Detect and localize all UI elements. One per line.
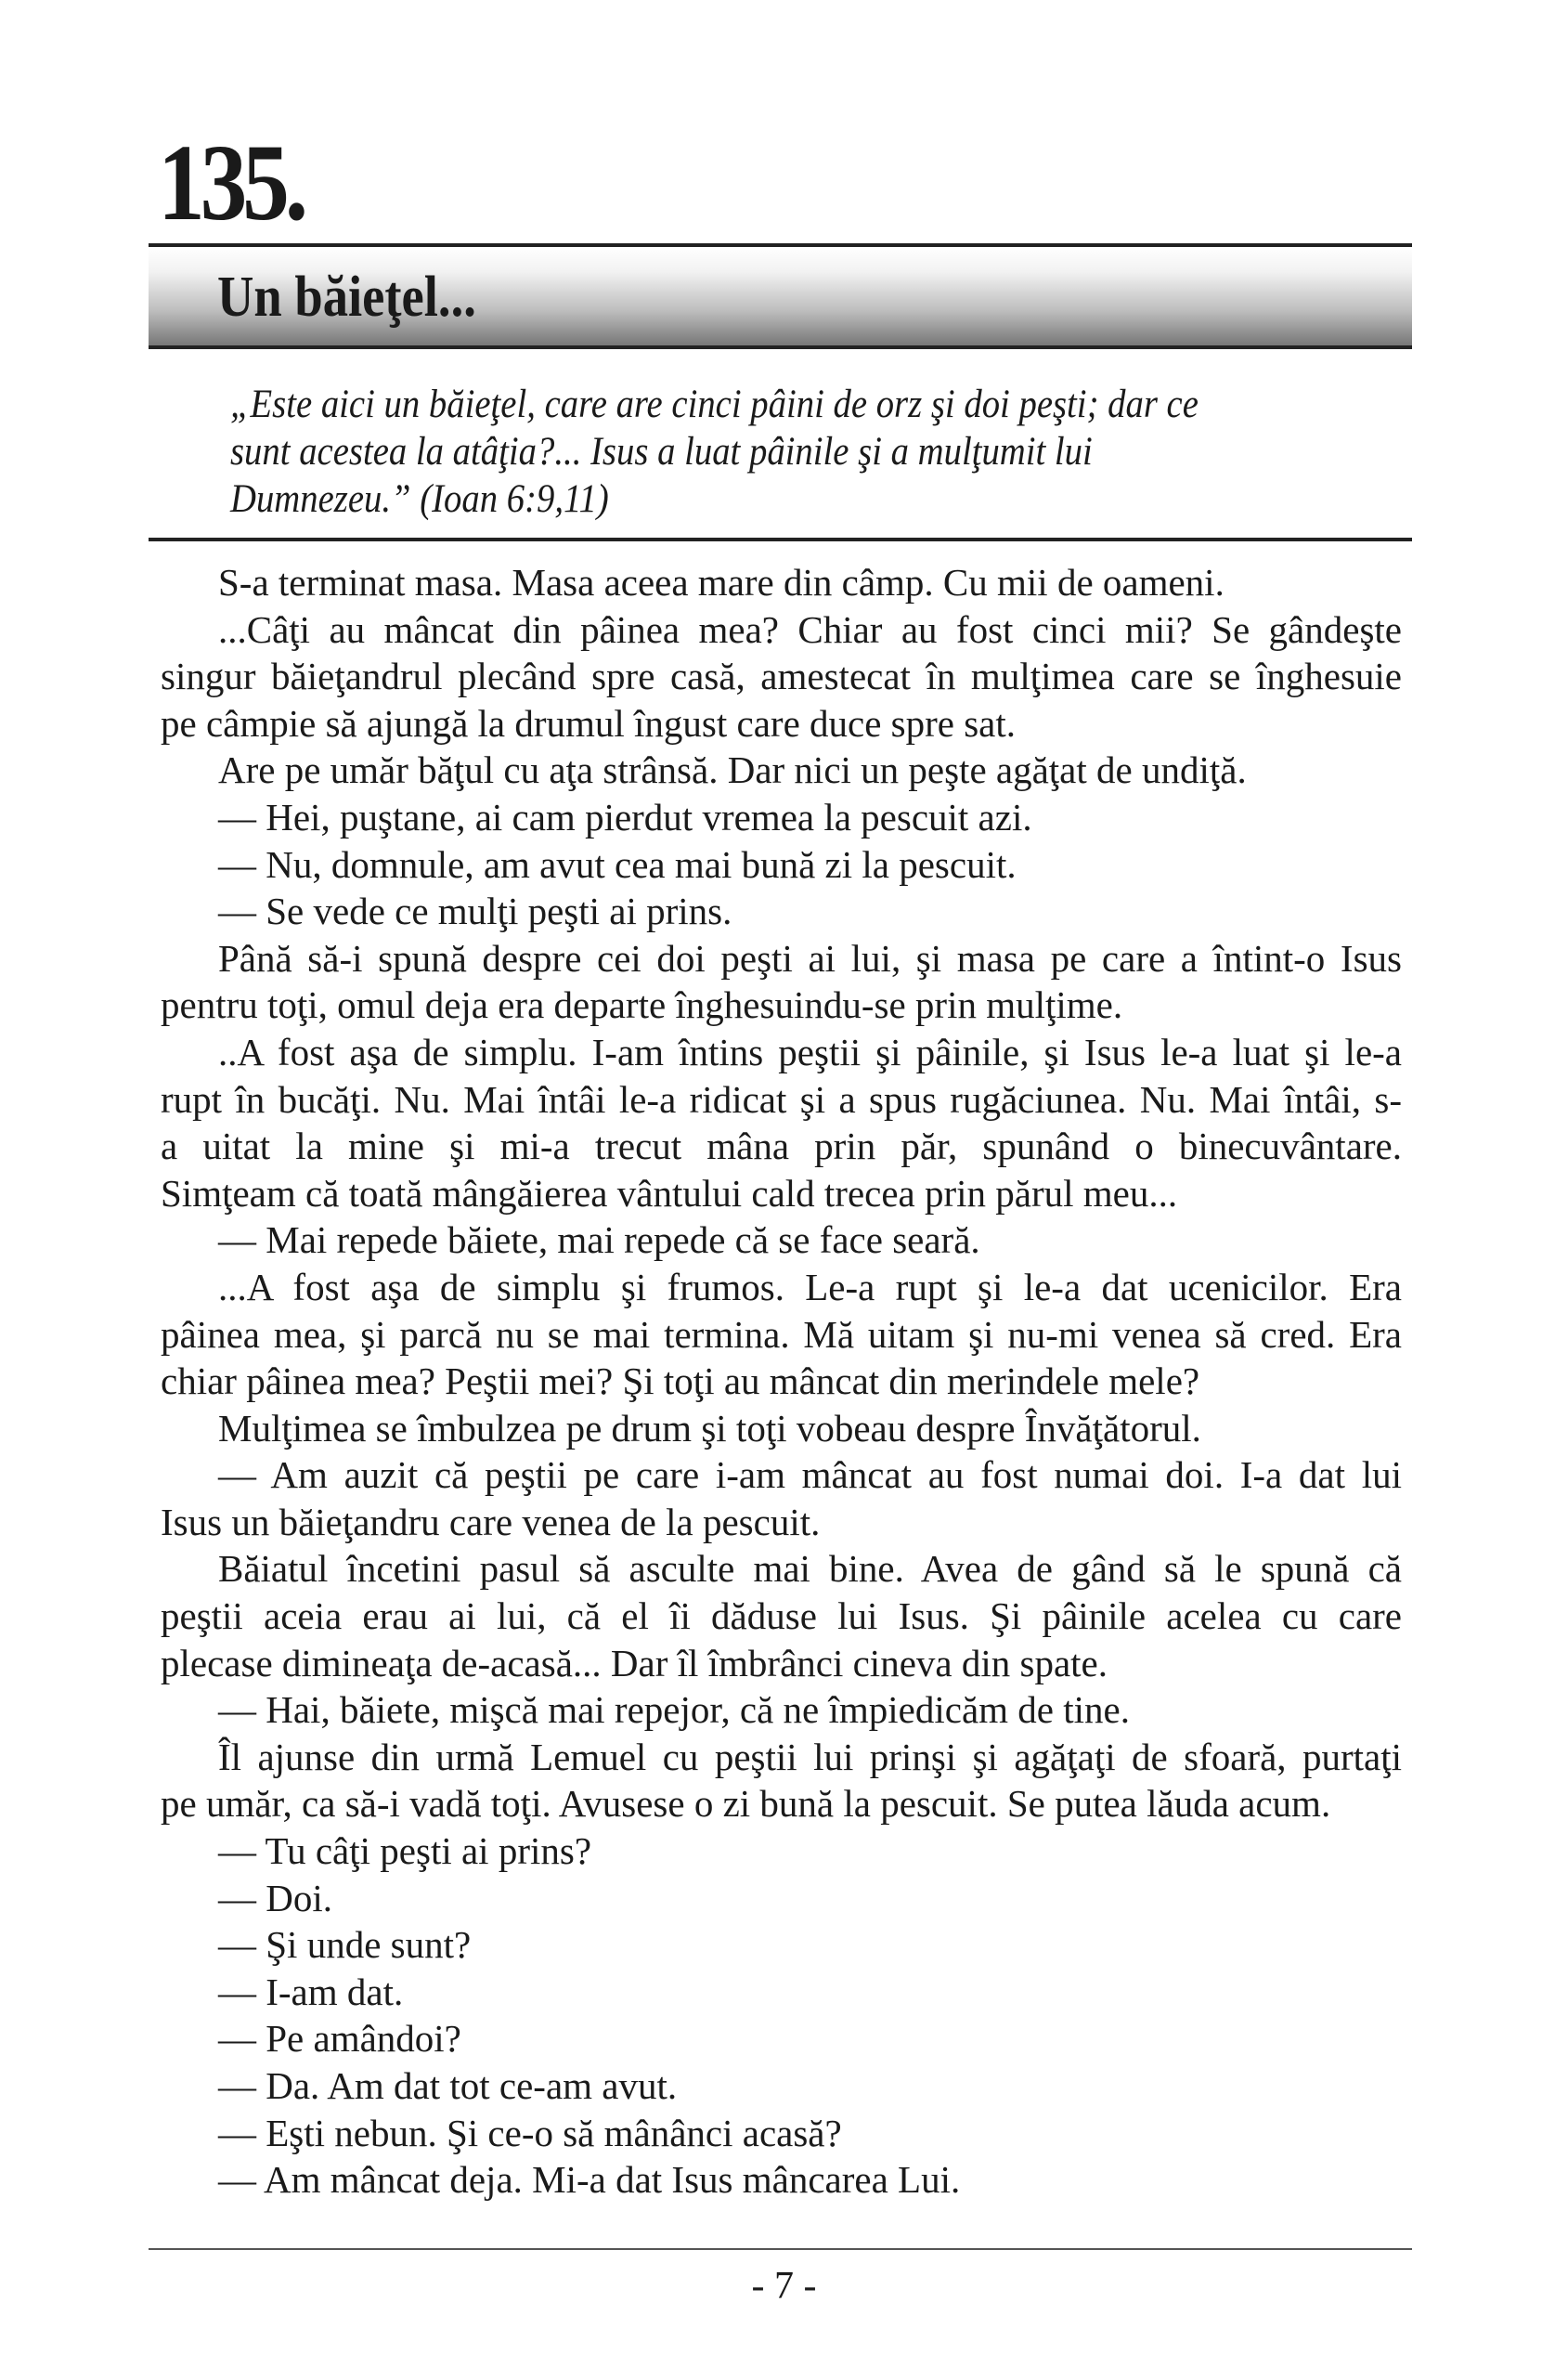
paragraph	[161, 1686, 1402, 1734]
chapter-number: 135.	[158, 122, 304, 243]
text-line: — Mai repede băiete, mai repede că se face seară.	[218, 1218, 980, 1262]
text-line: peştii aceia erau ai lui, că el îi dăduse lui Isus. Şi pâinile acelea cu care	[161, 1594, 1402, 1638]
paragraph	[161, 2062, 1402, 2110]
epigraph	[230, 381, 1199, 523]
text-line: — Eşti nebun. Şi ce-o să mânânci acasă?	[218, 2111, 842, 2154]
paragraph	[161, 1451, 1402, 1545]
paragraph	[161, 1216, 1402, 1264]
text-line: Băiatul încetini pasul să asculte mai bine. Avea de gând să le spună că	[218, 1547, 1402, 1591]
text-line: — Tu câţi peşti ai prins?	[218, 1829, 592, 1873]
paragraph	[161, 606, 1402, 748]
paragraph	[161, 559, 1402, 606]
paragraph	[161, 747, 1402, 794]
paragraph	[161, 1875, 1402, 1922]
title-band	[149, 243, 1412, 349]
text-line: — Da. Am dat tot ce-am avut.	[218, 2064, 678, 2107]
text-line: — Hei, puştane, ai cam pierdut vremea la pescuit azi.	[218, 795, 1032, 839]
text-line: — Am mâncat deja. Mi-a dat Isus mâncarea Lui.	[218, 2158, 961, 2202]
text-line: Mulţimea se îmbulzea pe drum şi toţi vobeau despre Învăţătorul.	[218, 1406, 1201, 1450]
footer-divider	[149, 2248, 1412, 2250]
text-line: ..A fost aşa de simplu. I-am întins peştii şi pâinile, şi Isus le-a luat şi le-a	[218, 1030, 1402, 1073]
text-line: S-a terminat masa. Masa aceea mare din câmp. Cu mii de oameni.	[218, 561, 1225, 604]
paragraph	[161, 1827, 1402, 1875]
text-line: — Doi.	[218, 1876, 332, 1919]
text-line: ...A fost aşa de simplu şi frumos. Le-a rupt şi le-a dat ucenicilor. Era	[218, 1265, 1402, 1308]
epigraph-line: „Este aici un băieţel, care are cinci pâini de orz şi doi peşti; dar ce	[230, 383, 1199, 426]
paragraph	[161, 1405, 1402, 1452]
text-line: chiar pâinea mea? Peştii mei? Şi toţi au mâncat din merindele mele?	[161, 1359, 1200, 1403]
story-body	[161, 559, 1402, 2204]
text-line: pe umăr, ca să-i vadă toţi. Avusese o zi bună la pescuit. Se putea lăuda acum.	[161, 1782, 1331, 1826]
text-line: — Am auzit că peştii pe care i-am mâncat au fost numai doi. I-a dat lui	[218, 1453, 1402, 1497]
page-number: - 7 -	[751, 2265, 817, 2308]
text-line: rupt în bucăţi. Nu. Mai întâi le-a ridicat şi a spus rugăciunea. Nu. Mai întâi, s-	[161, 1077, 1402, 1121]
paragraph	[161, 2156, 1402, 2204]
text-line: pe câmpie să ajungă la drumul îngust care duce spre sat.	[161, 701, 1017, 745]
epigraph-line: sunt acestea la atâţia?... Isus a luat pâinile şi a mulţumit lui	[230, 430, 1093, 474]
text-line: Până să-i spună despre cei doi peşti ai lui, şi masa pe care a întint-o Isus	[218, 936, 1402, 980]
text-line: pentru toţi, omul deja era departe înghesuindu-se prin mulţime.	[161, 983, 1123, 1027]
text-line: pâinea mea, şi parcă nu se mai termina. Mă uitam şi nu-mi venea să cred. Era	[161, 1312, 1402, 1356]
text-line: — Se vede ce mulţi peşti ai prins.	[218, 890, 732, 933]
text-line: Are pe umăr băţul cu aţa strânsă. Dar nici un peşte agăţat de undiţă.	[218, 748, 1247, 792]
text-line: Simţeam că toată mângăierea vântului cald trecea prin părul meu...	[161, 1171, 1178, 1215]
text-line: a uitat la mine şi mi-a trecut mâna prin păr, spunând o binecuvântare.	[161, 1125, 1402, 1168]
epigraph-divider	[149, 538, 1412, 541]
paragraph	[161, 1921, 1402, 1969]
text-line: Isus un băieţandru care venea de la pescuit.	[161, 1500, 821, 1543]
chapter-title: Un băieţel...	[217, 266, 476, 329]
paragraph	[161, 1029, 1402, 1216]
text-line: — Şi unde sunt?	[218, 1923, 472, 1967]
paragraph	[161, 1969, 1402, 2016]
paragraph	[161, 1734, 1402, 1827]
text-line: — I-am dat.	[218, 1970, 404, 2013]
paragraph	[161, 841, 1402, 889]
paragraph	[161, 888, 1402, 935]
epigraph-line: Dumnezeu.” (Ioan 6:9,11)	[230, 477, 609, 521]
text-line: ...Câţi au mâncat din pâinea mea? Chiar au fost cinci mii? Se gândeşte	[218, 607, 1402, 651]
paragraph	[161, 2015, 1402, 2062]
paragraph	[161, 935, 1402, 1029]
text-line: plecase dimineaţa de-acasă... Dar îl îmbrânci cineva din spate.	[161, 1641, 1108, 1684]
paragraph	[161, 2110, 1402, 2157]
paragraph	[161, 794, 1402, 841]
text-line: singur băieţandrul plecând spre casă, amestecat în mulţimea care se înghesuie	[161, 655, 1402, 698]
text-line: — Hai, băiete, mişcă mai repejor, că ne împiedicăm de tine.	[218, 1688, 1130, 1732]
paragraph	[161, 1545, 1402, 1686]
text-line: — Pe amândoi?	[218, 2017, 461, 2061]
text-line: — Nu, domnule, am avut cea mai bună zi la pescuit.	[218, 842, 1017, 886]
paragraph	[161, 1264, 1402, 1405]
text-line: Îl ajunse din urmă Lemuel cu peştii lui prinşi şi agăţaţi de sfoară, purtaţi	[218, 1735, 1402, 1778]
